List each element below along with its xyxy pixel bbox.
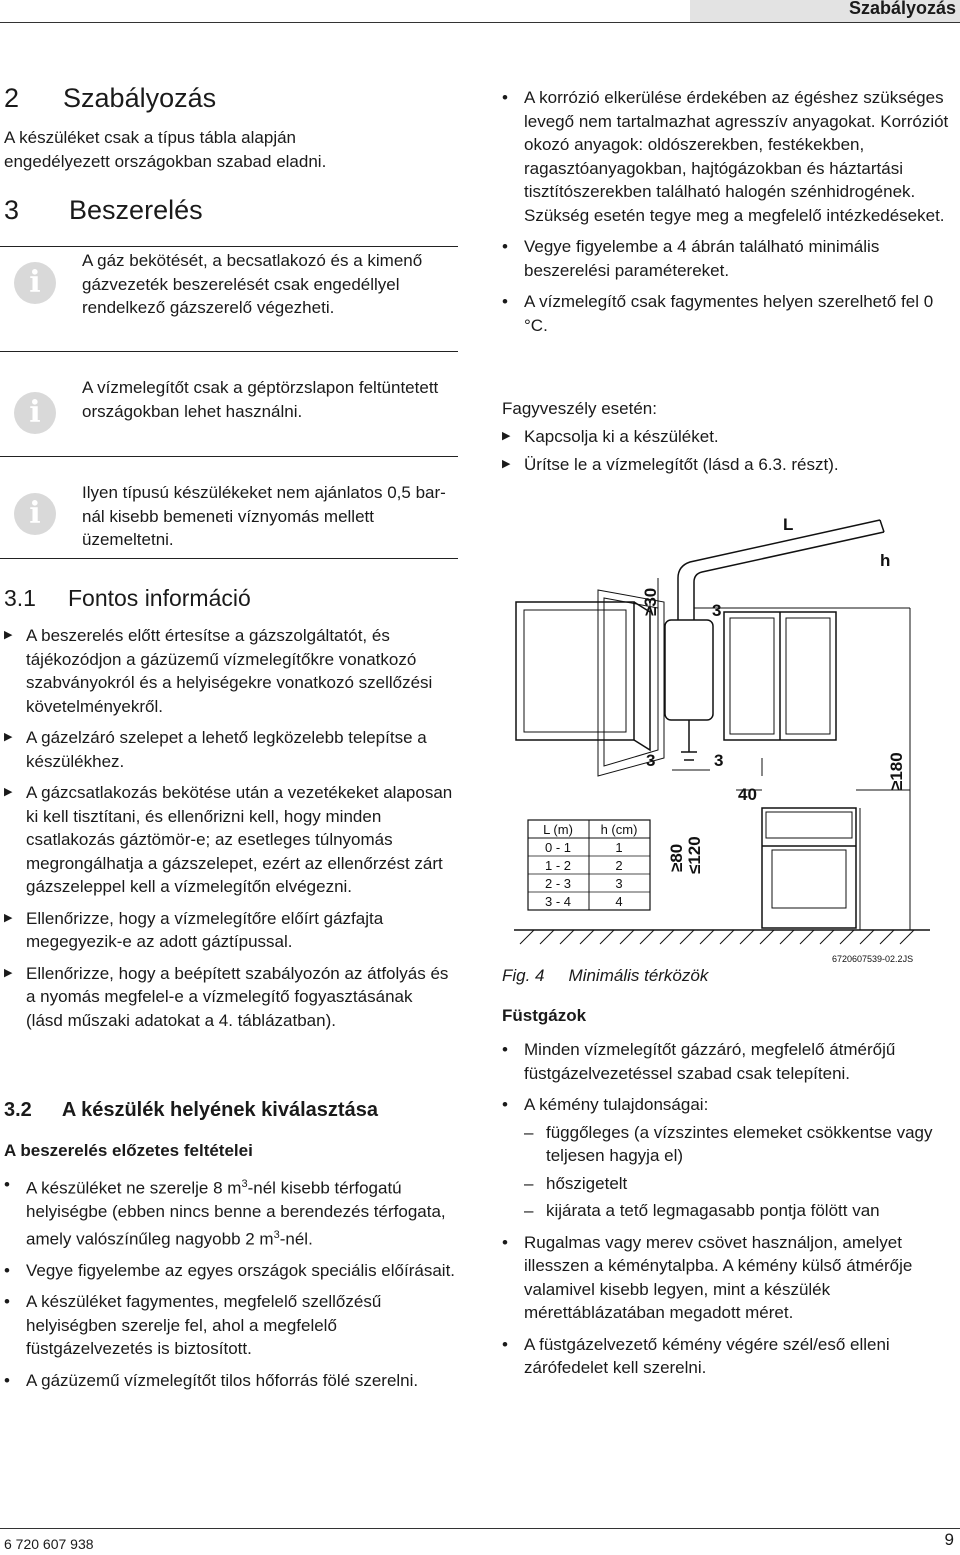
list-item: • Vegye figyelembe az egyes országok speciális előírásait.: [4, 1260, 456, 1280]
dim-h: h: [880, 551, 891, 570]
section-2-text: A készüléket csak a típus tábla alapján engedélyezett országokban szabad eladni.: [4, 128, 327, 171]
list-item: • Minden vízmelegítőt gázzáró, megfelelő átmérőjű füstgázelvezetéssel szabad csak telepíteni.: [502, 1040, 896, 1083]
dim-side: 3: [712, 601, 722, 620]
flue-gases-list: [502, 1038, 958, 1388]
section-2-heading: 2 Szabályozás: [4, 83, 217, 113]
table-header: h (cm): [600, 822, 638, 837]
left-wall-cabinet: [516, 602, 634, 740]
dim-top: ≥30: [641, 587, 660, 616]
dash-item: – hőszigetelt: [524, 1173, 628, 1193]
table-cell: 2 - 3: [544, 876, 572, 891]
important-info-list: [4, 624, 454, 1040]
list-item: • A kémény tulajdonságai: – függőleges (a vízszintes elemeket csökkentse vagy teljesen hagyja el) – hőszigetelt – kijárata a tető legmagasabb pontja fölött van: [502, 1093, 958, 1223]
list-item: • Rugalmas vagy merev csövet használjon, amelyet illesszen a kéménytalpba. A kémény külső átmérője valamivel kisebb legyen, mint a készülék mérettáblázatában megadott méret.: [502, 1232, 913, 1322]
list-item: • A gázüzemű vízmelegítőt tilos hőforrás fölé szerelni.: [4, 1370, 419, 1390]
note-rule-4: [0, 558, 458, 559]
table-cell: 1 - 2: [544, 858, 572, 873]
list-item: • Vegye figyelembe a 4 ábrán található minimális beszerelési paramétereket.: [502, 237, 880, 280]
figure-code: 6720607539-02.2JS: [832, 954, 914, 964]
minimum-clearances-figure: [500, 490, 960, 975]
running-title: Szabályozás: [848, 0, 956, 18]
open-cabinet-door: [598, 587, 664, 776]
page-number: 9: [944, 1530, 954, 1549]
list-item: ▶ Ürítse le a vízmelegítőt (lásd a 6.3. részt).: [502, 454, 839, 474]
list-item: • A korrózió elkerülése érdekében az égéshez szükséges levegő nem tartalmazhat agresszív anyagokat. Korróziót okozó anyagok: oldószerekben, festékekben, ragasztóanyagokban, hajtógázokban és háztartási tisztítószerekben található halogén szénhidrogének. Szükség esetén tegye meg a megfelelő intézkedéseket.: [502, 88, 949, 225]
table-cell: 0 - 1: [544, 840, 572, 855]
info-icon: i: [14, 262, 56, 304]
installation-conditions-list: [4, 1173, 458, 1400]
table-cell: 3: [615, 876, 623, 891]
note-rule-2: [0, 351, 458, 352]
dim-right: ≥180: [887, 752, 906, 790]
list-item: ▶ Kapcsolja ki a készüléket.: [502, 427, 719, 446]
table-cell: 3 - 4: [544, 894, 572, 909]
header-rule: [0, 22, 960, 23]
list-item: • A füstgázelvezető kémény végére szél/eső elleni zárófedelet kell szerelni.: [502, 1334, 890, 1377]
note-rule-1: [0, 246, 458, 247]
frost-steps: [502, 425, 958, 476]
stove: [762, 808, 856, 928]
list-item: • A készüléket fagymentes, megfelelő szellőzésű helyiségben szerelje fel, ahol a megfelelő füstgázelvezetés is biztosított.: [4, 1292, 382, 1359]
figure-caption: Fig. 4 Minimális térközök: [502, 966, 709, 985]
note-text-3: Ilyen típusú készülékeket nem ajánlatos 0,5 bar-nál kisebb bemeneti víznyomás mellett üzemeltetni.: [82, 483, 446, 549]
section-3-1-heading: 3.1 Fontos információ: [4, 585, 251, 611]
list-item: ▶ Ellenőrizze, hogy a vízmelegítőre előírt gázfajta megegyezik-e az adott gáztípussal.: [4, 908, 384, 951]
note-text-1: A gáz bekötését, a becsatlakozó és a kimenő gázvezeték beszerelését csak engedéllyel rendelkező gázszerelő végezheti.: [82, 251, 423, 317]
footer-rule: [0, 1528, 960, 1529]
length-height-table: [528, 820, 650, 910]
table-cell: 1: [615, 840, 623, 855]
installation-conditions-subheading: A beszerelés előzetes feltételei: [4, 1141, 253, 1160]
table-header: L (m): [543, 822, 573, 837]
dash-item: – kijárata a tető legmagasabb pontja fölött van: [524, 1201, 880, 1220]
section-3-2-heading: 3.2 A készülék helyének kiválasztása: [4, 1099, 378, 1121]
dim-height-low: ≥80: [667, 843, 686, 872]
note-rule-3: [0, 456, 458, 457]
note-text-2: A vízmelegítőt csak a géptörzslapon feltüntetett országokban lehet használni.: [82, 378, 439, 421]
table-cell: 4: [615, 894, 623, 909]
flue-gases-heading: Füstgázok: [502, 1006, 587, 1025]
document-number: 6 720 607 938: [4, 1536, 94, 1552]
dim-gap-left: 3: [646, 751, 656, 770]
list-item: ▶ A gázcsatlakozás bekötése után a vezetékeket alaposan ki kell tisztítani, és ellenőrizni kell, hogy minden csatlakozás gáztömör-e; az esetleges túlnyomás megrongálhatja a gázszelepet, ezért az ellenőrzést zárt gázszeleppel kell a vízmelegítőn elvégezni.: [4, 783, 453, 896]
corrosion-list: [502, 86, 958, 345]
dash-item: – függőleges (a vízszintes elemeket csökkentse vagy teljesen hagyja el): [524, 1122, 933, 1165]
list-item: • A vízmelegítő csak fagymentes helyen szerelhető fel 0 °C.: [502, 292, 934, 335]
table-cell: 2: [615, 858, 623, 873]
dim-stove: 40: [738, 785, 757, 804]
info-icon: i: [14, 493, 56, 535]
list-item: ▶ A beszerelés előtt értesítse a gázszolgáltatót, és tájékozódjon a gázüzemű vízmelegítőkre vonatkozó szabványokról és a helyiségekre vonatkozó szellőzési követelményekről.: [4, 626, 433, 716]
dim-gap-right: 3: [714, 751, 724, 770]
water-heater: [665, 620, 713, 720]
list-item: ▶ A gázelzáró szelepet a lehető legközelebb telepítse a készülékhez.: [4, 728, 427, 771]
list-item: ▶ Ellenőrizze, hogy a beépített szabályozón az átfolyás és a nyomás megfelel-e a vízmelegítő fogyasztásának (lásd műszaki adatokat a 4. táblázatban).: [4, 963, 449, 1030]
frost-label: Fagyveszély esetén:: [502, 399, 657, 418]
list-item: • A készüléket ne szerelje 8 $m^3$-nél kisebb térfogatú helyiségbe (ebben nincs benne a berendezés térfogata, amely valószínűleg nagyobb 2 $m^3$-nél.: [4, 1175, 446, 1249]
dim-L: L: [783, 515, 794, 534]
dim-height-high: ≤120: [685, 836, 704, 874]
section-3-heading: 3 Beszerelés: [4, 195, 203, 225]
info-icon: i: [14, 392, 56, 434]
